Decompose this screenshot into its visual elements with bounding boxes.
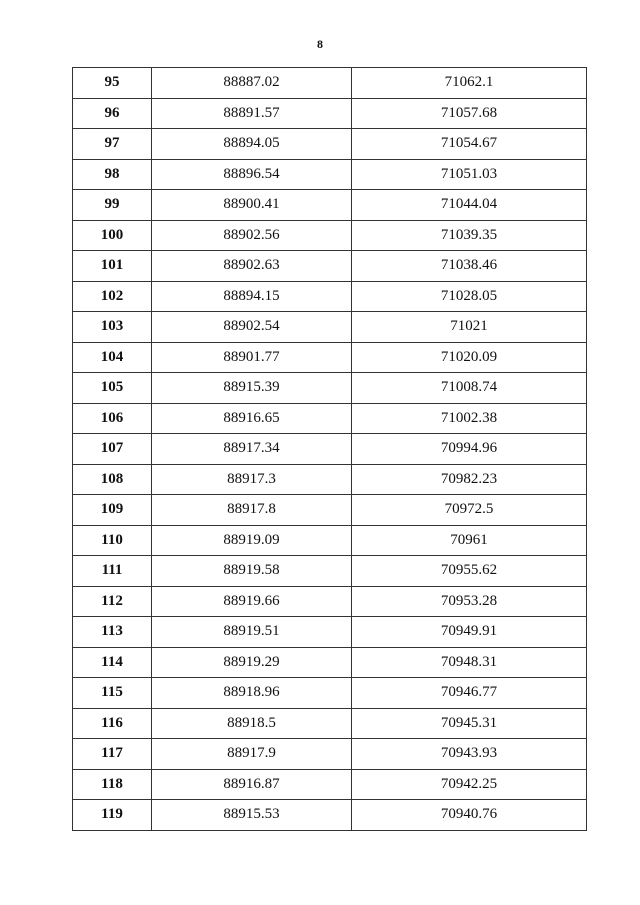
point-number-cell: 103 bbox=[73, 312, 152, 343]
x-coordinate-cell: 88916.65 bbox=[152, 403, 352, 434]
y-coordinate-cell: 71062.1 bbox=[352, 68, 587, 99]
point-number-cell: 113 bbox=[73, 617, 152, 648]
table-row bbox=[73, 525, 587, 556]
y-coordinate-cell: 71038.46 bbox=[352, 251, 587, 282]
table-row bbox=[73, 281, 587, 312]
x-coordinate-cell: 88891.57 bbox=[152, 98, 352, 129]
y-coordinate-cell: 70982.23 bbox=[352, 464, 587, 495]
point-number-cell: 101 bbox=[73, 251, 152, 282]
x-coordinate-cell: 88900.41 bbox=[152, 190, 352, 221]
y-coordinate-cell: 70953.28 bbox=[352, 586, 587, 617]
table-row bbox=[73, 678, 587, 709]
x-coordinate-cell: 88917.34 bbox=[152, 434, 352, 465]
point-number-cell: 99 bbox=[73, 190, 152, 221]
y-coordinate-cell: 70994.96 bbox=[352, 434, 587, 465]
x-coordinate-cell: 88919.58 bbox=[152, 556, 352, 587]
point-number-cell: 117 bbox=[73, 739, 152, 770]
point-number-cell: 107 bbox=[73, 434, 152, 465]
x-coordinate-cell: 88902.63 bbox=[152, 251, 352, 282]
point-number-cell: 104 bbox=[73, 342, 152, 373]
y-coordinate-cell: 71020.09 bbox=[352, 342, 587, 373]
table-row bbox=[73, 800, 587, 831]
x-coordinate-cell: 88917.8 bbox=[152, 495, 352, 526]
table-row bbox=[73, 434, 587, 465]
x-coordinate-cell: 88915.53 bbox=[152, 800, 352, 831]
point-number-cell: 114 bbox=[73, 647, 152, 678]
y-coordinate-cell: 71028.05 bbox=[352, 281, 587, 312]
x-coordinate-cell: 88915.39 bbox=[152, 373, 352, 404]
point-number-cell: 97 bbox=[73, 129, 152, 160]
point-number-cell: 112 bbox=[73, 586, 152, 617]
y-coordinate-cell: 71039.35 bbox=[352, 220, 587, 251]
table-row bbox=[73, 159, 587, 190]
y-coordinate-cell: 70940.76 bbox=[352, 800, 587, 831]
point-number-cell: 105 bbox=[73, 373, 152, 404]
table-row bbox=[73, 373, 587, 404]
y-coordinate-cell: 70942.25 bbox=[352, 769, 587, 800]
x-coordinate-cell: 88901.77 bbox=[152, 342, 352, 373]
y-coordinate-cell: 70948.31 bbox=[352, 647, 587, 678]
y-coordinate-cell: 70972.5 bbox=[352, 495, 587, 526]
coordinates-table bbox=[72, 67, 587, 831]
x-coordinate-cell: 88919.29 bbox=[152, 647, 352, 678]
table-row bbox=[73, 464, 587, 495]
x-coordinate-cell: 88902.56 bbox=[152, 220, 352, 251]
y-coordinate-cell: 71021 bbox=[352, 312, 587, 343]
x-coordinate-cell: 88918.5 bbox=[152, 708, 352, 739]
y-coordinate-cell: 70961 bbox=[352, 525, 587, 556]
y-coordinate-cell: 71044.04 bbox=[352, 190, 587, 221]
point-number-cell: 95 bbox=[73, 68, 152, 99]
table-row bbox=[73, 495, 587, 526]
table-row bbox=[73, 403, 587, 434]
table-row bbox=[73, 647, 587, 678]
y-coordinate-cell: 71002.38 bbox=[352, 403, 587, 434]
table-row bbox=[73, 617, 587, 648]
y-coordinate-cell: 71054.67 bbox=[352, 129, 587, 160]
y-coordinate-cell: 71051.03 bbox=[352, 159, 587, 190]
y-coordinate-cell: 70949.91 bbox=[352, 617, 587, 648]
point-number-cell: 96 bbox=[73, 98, 152, 129]
x-coordinate-cell: 88894.05 bbox=[152, 129, 352, 160]
table-row bbox=[73, 708, 587, 739]
x-coordinate-cell: 88887.02 bbox=[152, 68, 352, 99]
table-row bbox=[73, 739, 587, 770]
table-row bbox=[73, 98, 587, 129]
table-row bbox=[73, 312, 587, 343]
x-coordinate-cell: 88919.51 bbox=[152, 617, 352, 648]
x-coordinate-cell: 88918.96 bbox=[152, 678, 352, 709]
y-coordinate-cell: 70955.62 bbox=[352, 556, 587, 587]
x-coordinate-cell: 88894.15 bbox=[152, 281, 352, 312]
point-number-cell: 110 bbox=[73, 525, 152, 556]
x-coordinate-cell: 88896.54 bbox=[152, 159, 352, 190]
table-row bbox=[73, 129, 587, 160]
point-number-cell: 111 bbox=[73, 556, 152, 587]
x-coordinate-cell: 88919.09 bbox=[152, 525, 352, 556]
point-number-cell: 98 bbox=[73, 159, 152, 190]
table-row bbox=[73, 769, 587, 800]
point-number-cell: 119 bbox=[73, 800, 152, 831]
x-coordinate-cell: 88919.66 bbox=[152, 586, 352, 617]
x-coordinate-cell: 88916.87 bbox=[152, 769, 352, 800]
point-number-cell: 100 bbox=[73, 220, 152, 251]
point-number-cell: 102 bbox=[73, 281, 152, 312]
point-number-cell: 115 bbox=[73, 678, 152, 709]
point-number-cell: 118 bbox=[73, 769, 152, 800]
table-row bbox=[73, 190, 587, 221]
x-coordinate-cell: 88902.54 bbox=[152, 312, 352, 343]
point-number-cell: 108 bbox=[73, 464, 152, 495]
table-row bbox=[73, 220, 587, 251]
table-row bbox=[73, 68, 587, 99]
table-row bbox=[73, 556, 587, 587]
y-coordinate-cell: 70945.31 bbox=[352, 708, 587, 739]
table-row bbox=[73, 342, 587, 373]
x-coordinate-cell: 88917.9 bbox=[152, 739, 352, 770]
point-number-cell: 116 bbox=[73, 708, 152, 739]
point-number-cell: 106 bbox=[73, 403, 152, 434]
point-number-cell: 109 bbox=[73, 495, 152, 526]
y-coordinate-cell: 71057.68 bbox=[352, 98, 587, 129]
x-coordinate-cell: 88917.3 bbox=[152, 464, 352, 495]
y-coordinate-cell: 70946.77 bbox=[352, 678, 587, 709]
coordinates-table-body bbox=[73, 68, 587, 831]
table-row bbox=[73, 586, 587, 617]
table-row bbox=[73, 251, 587, 282]
y-coordinate-cell: 70943.93 bbox=[352, 739, 587, 770]
y-coordinate-cell: 71008.74 bbox=[352, 373, 587, 404]
page-number: 8 bbox=[317, 37, 323, 51]
